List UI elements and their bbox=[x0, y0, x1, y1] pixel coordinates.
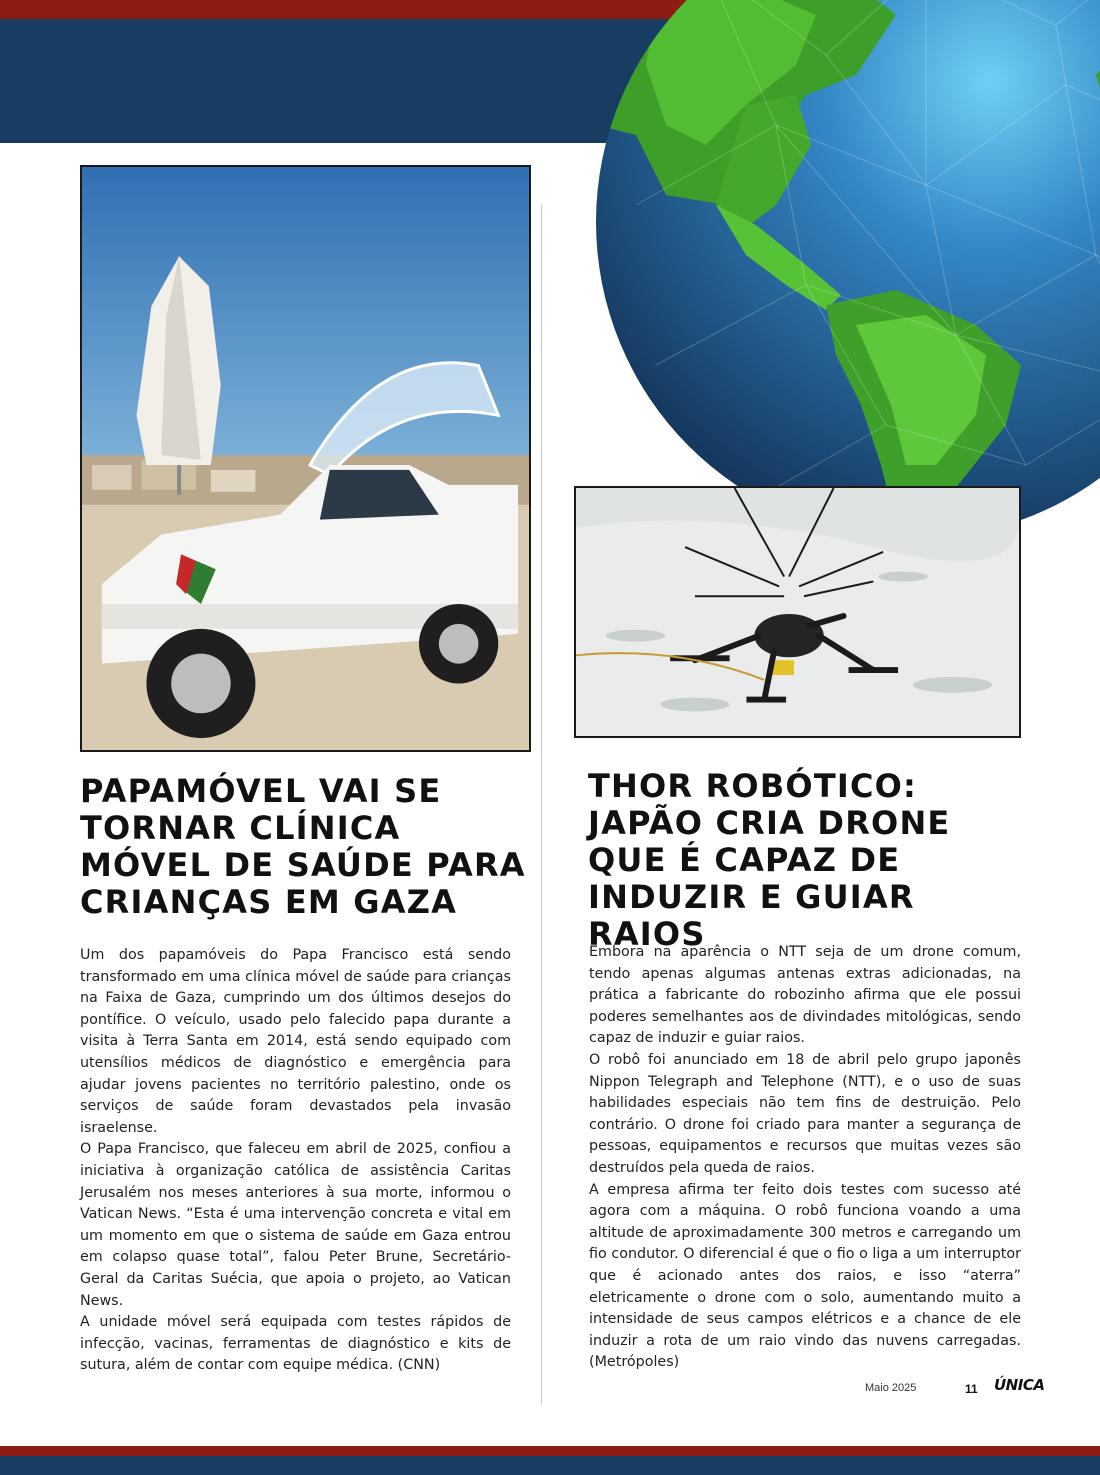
bottom-navy-band bbox=[0, 1456, 1100, 1475]
right-article-headline: THOR ROBÓTICO: JAPÃO CRIA DRONE QUE É CAPAZ DE INDUZIR E GUIAR RAIOS bbox=[588, 767, 951, 953]
page-number: 11 bbox=[965, 1382, 978, 1396]
magazine-logo: ÚNICA bbox=[994, 1376, 1045, 1394]
right-article-paragraph: A empresa afirma ter feito dois testes com sucesso até agora com a máquina. O robô funciona voando a uma altitude de aproximadamente 300 metros e carregando um fio condutor. O diferencial é que o fio o liga a um interruptor que é acionado antes dos raios, e isso “aterra” eletricamente o drone com o solo, aumentando muito a intensidade de seus campos elétricos e a chance de ele induzir a rota de um raio vindo das nuvens carregadas. (Metrópoles) bbox=[589, 1181, 1021, 1371]
popemobile-photo bbox=[80, 165, 531, 752]
left-article-headline: PAPAMÓVEL VAI SE TORNAR CLÍNICA MÓVEL DE SAÚDE PARA CRIANÇAS EM GAZA bbox=[80, 772, 526, 921]
left-article-paragraph: Um dos papamóveis do Papa Francisco está sendo transformado em uma clínica móvel de saúde para crianças na Faixa de Gaza, cumprindo um dos últimos desejos do pontífice. O veículo, usado pelo falecido papa durante a visita à Terra Santa em 2014, está sendo equipado com utensílios médicos de diagnóstico e emergência para ajudar jovens pacientes no território palestino, onde os serviços de saúde foram devastados pela invasão israelense. bbox=[80, 947, 511, 1136]
drone-photo bbox=[574, 486, 1021, 738]
right-article-paragraph: O robô foi anunciado em 18 de abril pelo grupo japonês Nippon Telegraph and Telephone (NTT), e o uso de suas habilidades especiais não tem fins de destruição. Pelo contrário. O drone foi criado para manter a segurança de pessoas, equipamentos e recursos que muitas vezes são destruídos pela queda de raios. bbox=[589, 1051, 1021, 1176]
issue-date: Maio 2025 bbox=[865, 1382, 917, 1394]
right-article-body bbox=[589, 942, 1021, 1374]
globe-illustration bbox=[596, 0, 1100, 539]
left-article-body bbox=[80, 945, 511, 1377]
left-article-paragraph: O Papa Francisco, que faleceu em abril de 2025, confiou a iniciativa à organização católica de assistência Caritas Jerusalém nos meses anteriores à sua morte, informou o Vatican News. “Esta é uma intervenção concreta e vital em um momento em que o sistema de saúde em Gaza entrou em colapso quase total”, falou Peter Brune, Secretário-Geral da Caritas Suécia, que apoia o projeto, ao Vatican News. bbox=[80, 1141, 511, 1309]
bottom-red-band bbox=[0, 1446, 1100, 1456]
right-article-paragraph: Embora na aparência o NTT seja de um drone comum, tendo apenas algumas antenas extras adicionadas, na prática a fabricante do robozinho afirma que ele possui poderes semelhantes aos de divindades mitológicas, sendo capaz de induzir e guiar raios. bbox=[589, 944, 1021, 1047]
column-divider bbox=[541, 205, 542, 1405]
left-article-paragraph: A unidade móvel será equipada com testes rápidos de infecção, vacinas, ferramentas de diagnóstico e kits de sutura, além de contar com equipe médica. (CNN) bbox=[80, 1314, 511, 1374]
